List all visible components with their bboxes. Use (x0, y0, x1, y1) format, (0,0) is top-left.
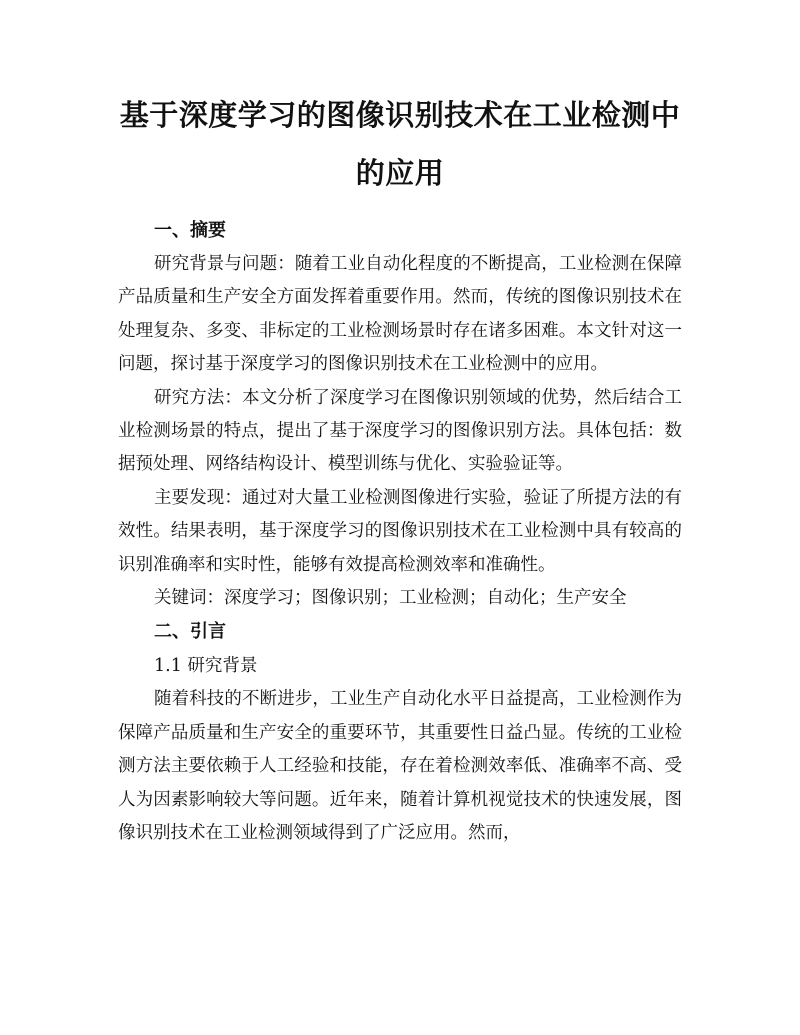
introduction-heading: 二、引言 (154, 621, 226, 643)
abstract-background-paragraph: 研究背景与问题：随着工业自动化程度的不断提高，工业检测在保障产品质量和生产安全方面发挥着重要作用。然而，传统的图像识别技术在处理复杂、多变、非标定的工业检测场景时存在诸多困难。本文针对这一问题，探讨基于深度学习的图像识别技术在工业检测中的应用。 (118, 254, 682, 375)
document-title: 基于深度学习的图像识别技术在工业检测中的应用 (119, 98, 681, 190)
introduction-paragraph: 随着科技的不断进步，工业生产自动化水平日益提高，工业检测作为保障产品质量和生产安全的重要环节，其重要性日益凸显。传统的工业检测方法主要依赖于人工经验和技能，存在着检测效率低、准确率不高、受人为因素影响较大等问题。近年来，随着计算机视觉技术的快速发展，图像识别技术在工业检测领域得到了广泛应用。然而， (118, 689, 682, 844)
abstract-heading: 一、摘要 (154, 220, 226, 241)
section-1-1-heading: 1.1 研究背景 (154, 656, 258, 677)
abstract-findings-paragraph: 主要发现：通过对大量工业检测图像进行实验，验证了所提方法的有效性。结果表明，基于深度学习的图像识别技术在工业检测中具有较高的识别准确率和实时性，能够有效提高检测效率和准确性。 (118, 487, 682, 575)
keywords-line: 关键词：深度学习；图像识别；工业检测；自动化；生产安全 (154, 588, 627, 609)
abstract-method-paragraph: 研究方法：本文分析了深度学习在图像识别领域的优势，然后结合工业检测场景的特点，提出了基于深度学习的图像识别方法。具体包括：数据预处理、网络结构设计、模型训练与优化、实验验证等。 (118, 387, 682, 475)
